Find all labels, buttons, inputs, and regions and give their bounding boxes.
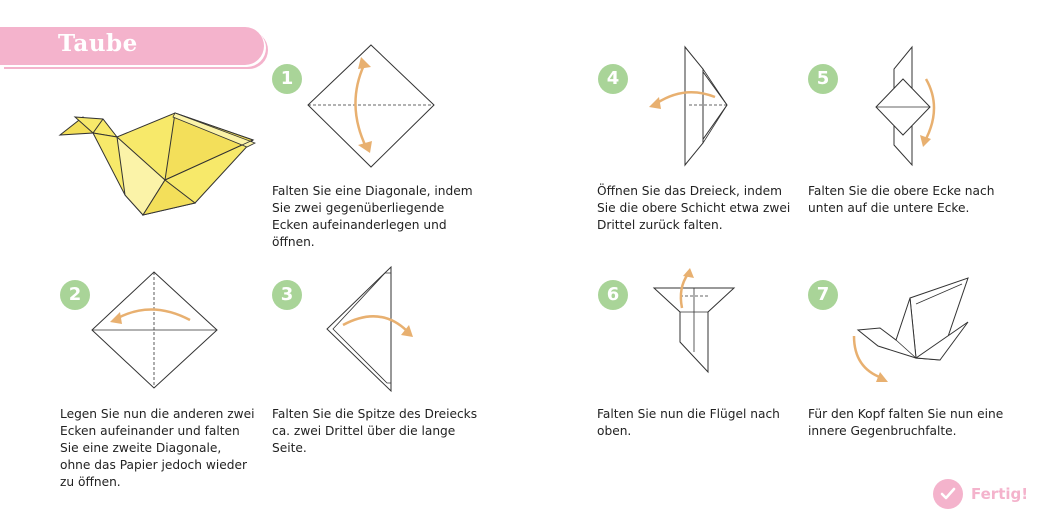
step-2-diagram — [90, 270, 220, 392]
step-5-number: 5 — [808, 64, 838, 94]
step-2-text: Legen Sie nun die anderen zwei Ecken aufeinander und falten Sie eine zweite Diagonale, ohne das Papier jedoch wieder zu öffnen. — [60, 407, 255, 489]
step-2-number: 2 — [60, 280, 90, 310]
step-4-text: Öffnen Sie das Dreieck, indem Sie die obere Schicht etwa zwei Drittel zurück falten. — [597, 184, 791, 232]
step-3-number: 3 — [272, 280, 302, 310]
step-1-diagram — [306, 43, 436, 173]
step-6-diagram — [652, 268, 737, 378]
step-5-text: Falten Sie die obere Ecke nach unten auf die untere Ecke. — [808, 184, 995, 215]
step-3-text: Falten Sie die Spitze des Dreiecks ca. zwei Drittel über die lange Seite. — [272, 407, 478, 455]
check-icon — [933, 479, 963, 509]
step-7-text: Für den Kopf falten Sie nun eine innere Gegenbruchfalte. — [808, 407, 1004, 438]
step-5-diagram — [868, 45, 948, 170]
step-7-number: 7 — [808, 280, 838, 310]
step-1-number: 1 — [272, 64, 302, 94]
step-1-text: Falten Sie eine Diagonale, indem Sie zwei gegenüberliegende Ecken aufeinanderlegen und öffnen. — [272, 184, 473, 249]
step-6-text: Falten Sie nun die Flügel nach oben. — [597, 407, 780, 438]
done-label: Fertig! — [971, 485, 1029, 503]
page-title: Taube — [58, 30, 138, 57]
step-7-diagram — [850, 272, 975, 387]
step-4-number: 4 — [598, 64, 628, 94]
step-3-diagram — [325, 265, 425, 395]
dove-illustration — [55, 105, 265, 225]
step-4-diagram — [645, 45, 735, 170]
step-6-number: 6 — [598, 280, 628, 310]
done-badge — [933, 479, 1028, 509]
